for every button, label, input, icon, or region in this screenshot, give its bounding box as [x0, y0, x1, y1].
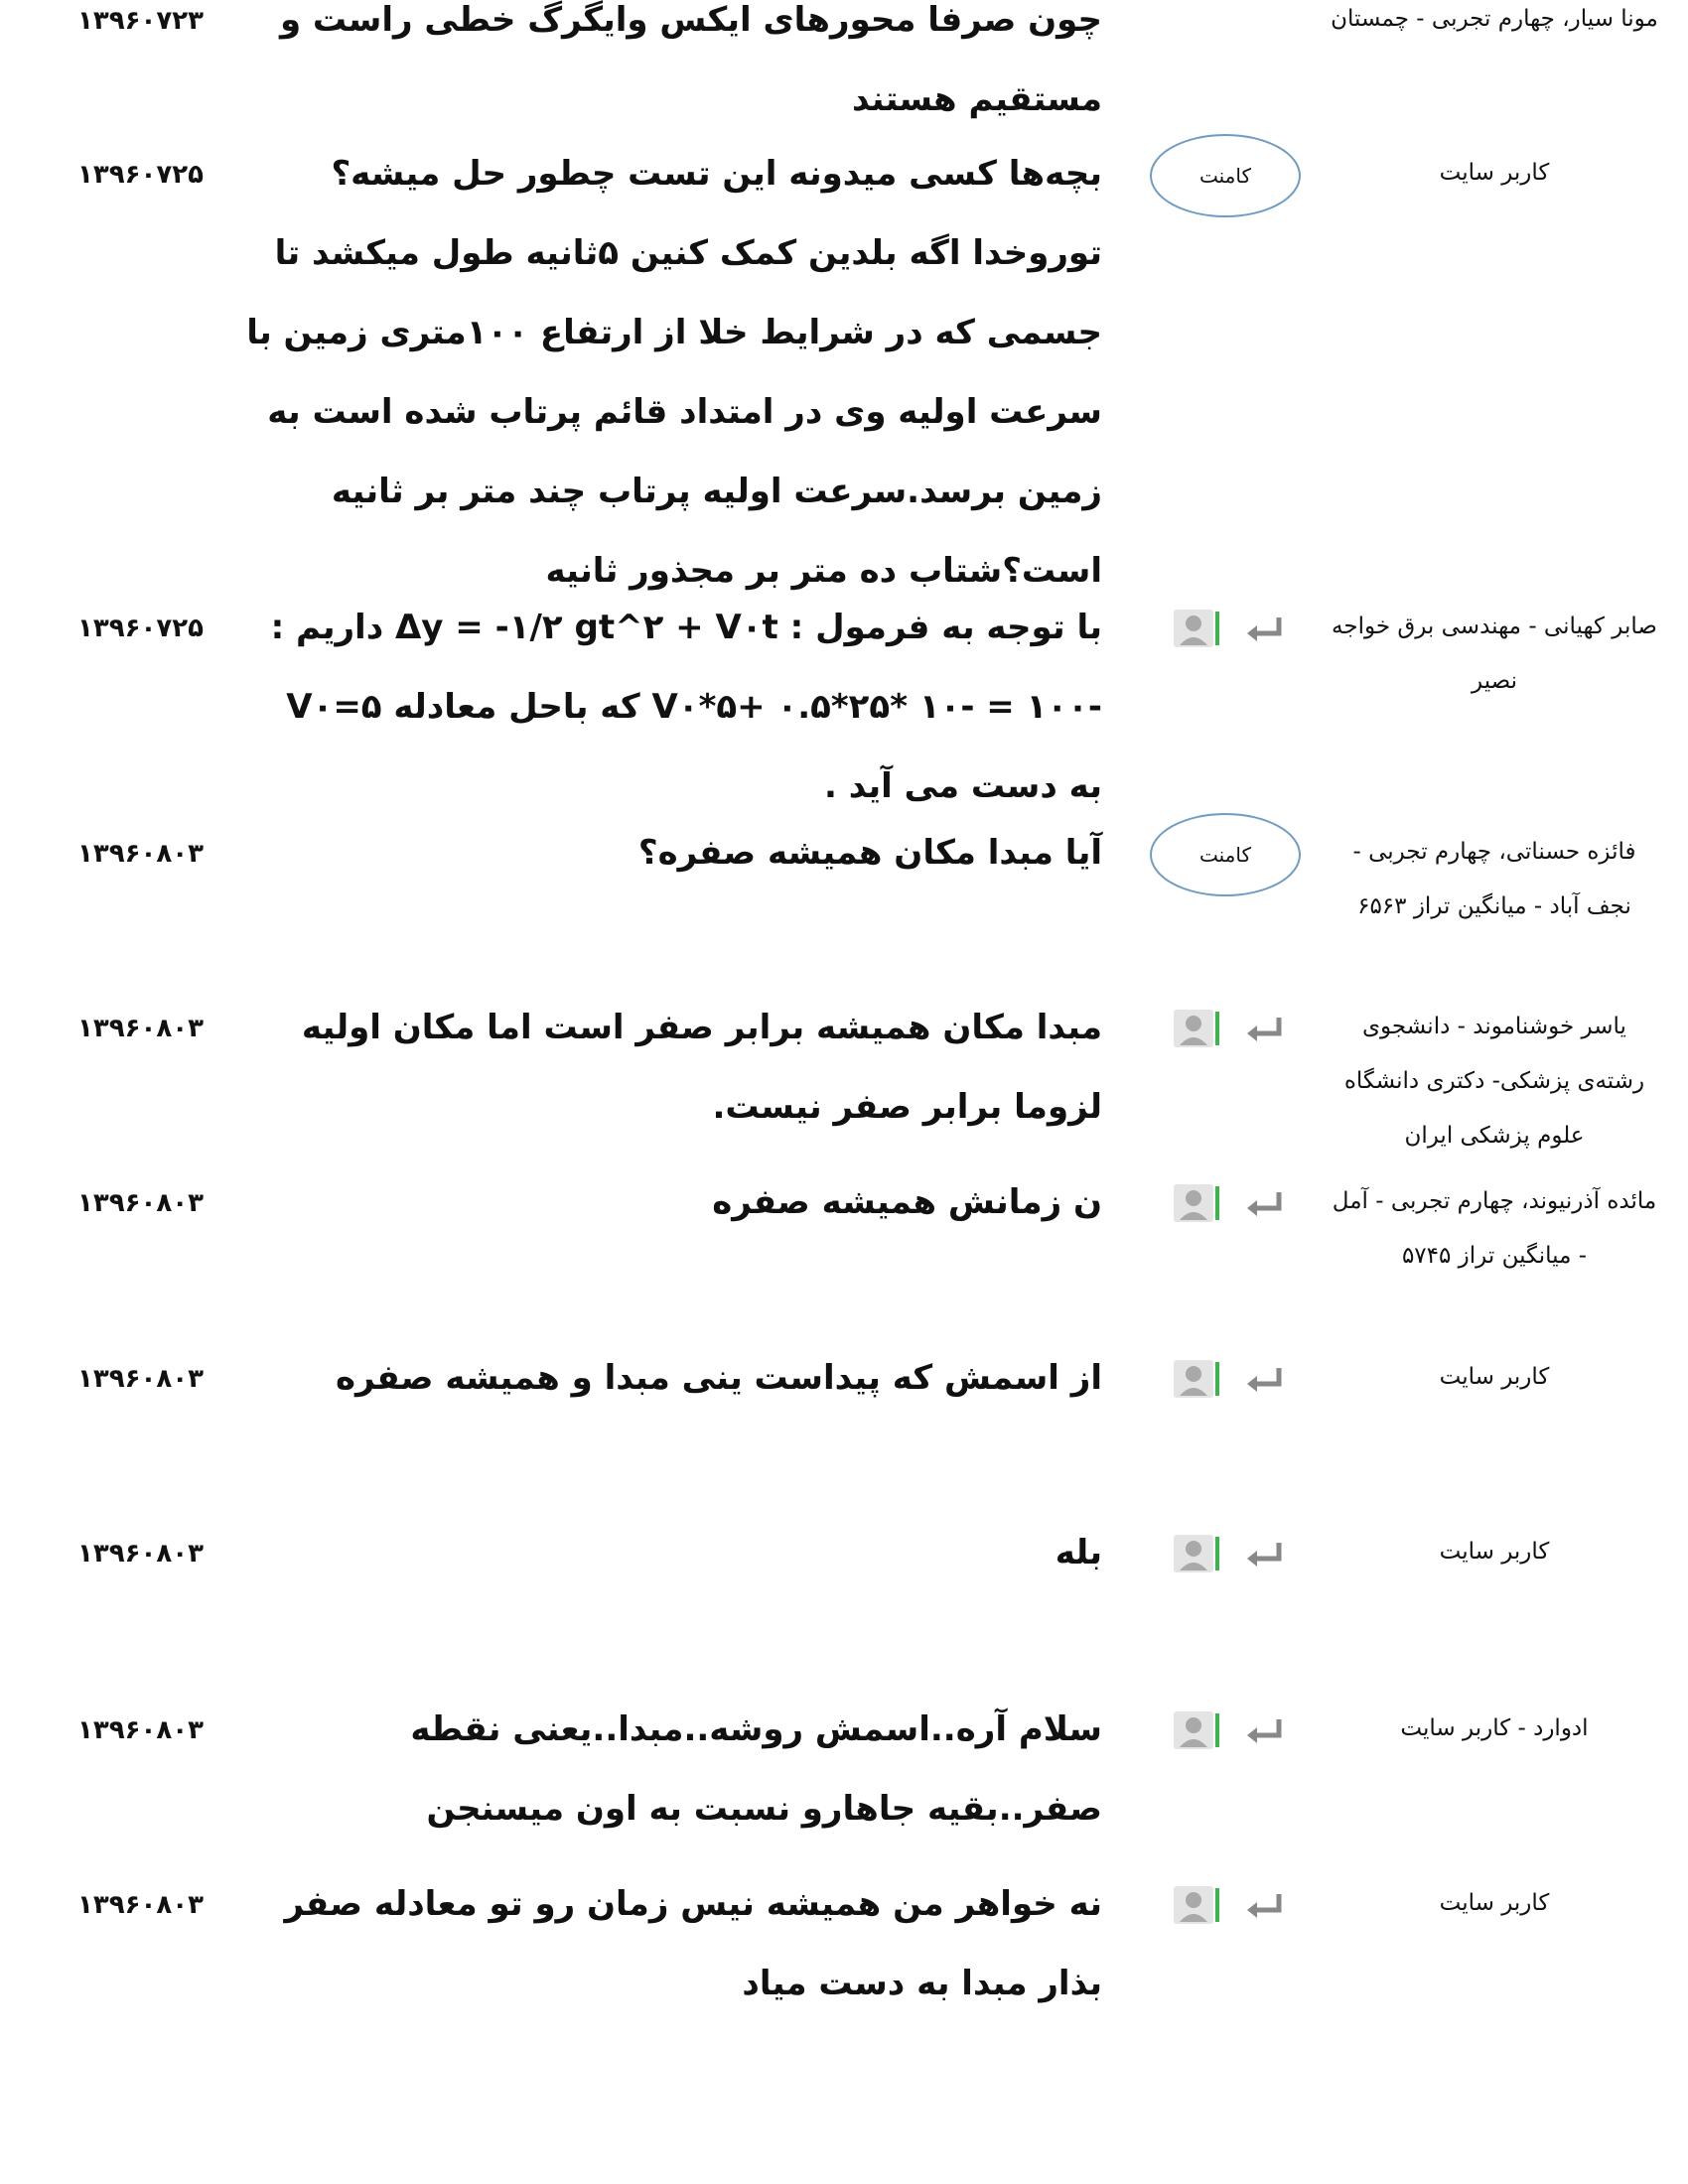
avatar-icon [1172, 1709, 1223, 1751]
avatar-icon [1172, 1008, 1223, 1049]
comment-author[interactable]: مائده آذرنیوند، چهارم تجربی - آمل - میانگین تراز ۵۷۴۵ [1332, 1188, 1657, 1269]
comment-date: ۱۳۹۶۰۸۰۳ [77, 1715, 204, 1745]
comment-text: از اسمش که پیداست ینی مبدا و همیشه صفره [335, 1358, 1102, 1398]
comment-date: ۱۳۹۶۰۸۰۳ [77, 1188, 204, 1218]
comment-author[interactable]: کاربر سایت [1439, 1539, 1550, 1565]
reply-arrow-icon[interactable] [1243, 1539, 1285, 1569]
comment-author[interactable]: فائزه حسناتی، چهارم تجربی - نجف آباد - میانگین تراز ۶۵۶۳ [1352, 839, 1636, 919]
comment-text: نه خواهر من همیشه نیس زمان رو تو معادله صفر بذار مبدا به دست میاد [284, 1884, 1102, 2003]
comment-text: ن زمانش همیشه صفره [712, 1182, 1102, 1222]
comment-date: ۱۳۹۶۰۷۲۳ [77, 6, 204, 36]
comment-date: ۱۳۹۶۰۸۰۳ [77, 1890, 204, 1920]
comment-author[interactable]: یاسر خوشناموند - دانشجوی رشته‌ی پزشکی- دکتری دانشگاه علوم پزشکی ایران [1343, 1014, 1645, 1149]
comment-text: چون صرفا محورهای ایکس وایگرگ خطی راست و مستقیم هستند [279, 0, 1102, 119]
comment-author[interactable]: کاربر سایت [1439, 1890, 1550, 1916]
reply-arrow-icon[interactable] [1243, 614, 1285, 643]
comment-date: ۱۳۹۶۰۸۰۳ [77, 1539, 204, 1569]
reply-arrow-icon[interactable] [1243, 1364, 1285, 1394]
comment-author[interactable]: مونا سیار، چهارم تجربی - چمستان [1331, 6, 1658, 32]
comment-badge[interactable]: کامنت [1150, 813, 1301, 896]
comment-text: با توجه به فرمول : Δy = -۱/۲ gt^۲ + V۰t داریم : -۱۰۰ = -۱۰ *۲۵*۰.۵ +V۰*۵ که باحل معادله V۰=۵ به دست می آید . [270, 608, 1102, 806]
reply-arrow-icon[interactable] [1243, 1188, 1285, 1218]
reply-arrow-icon[interactable] [1243, 1014, 1285, 1043]
comment-author[interactable]: صابر کهیانی - مهندسی برق خواجه نصیر [1332, 614, 1657, 694]
comment-date: ۱۳۹۶۰۷۲۵ [77, 160, 204, 190]
comment-author[interactable]: ادوارد - کاربر سایت [1400, 1715, 1589, 1741]
reply-arrow-icon[interactable] [1243, 1715, 1285, 1745]
comment-text: مبدا مکان همیشه برابر صفر است اما مکان اولیه لزوما برابر صفر نیست. [301, 1008, 1102, 1127]
comment-date: ۱۳۹۶۰۸۰۳ [77, 839, 204, 869]
avatar-icon [1172, 1358, 1223, 1400]
avatar-icon [1172, 1182, 1223, 1224]
avatar-icon [1172, 608, 1223, 649]
comment-author[interactable]: کاربر سایت [1439, 1364, 1550, 1390]
comment-text: بچه‌ها کسی میدونه این تست چطور حل میشه؟ توروخدا اگه بلدین کمک کنین ۵ثانیه طول میکشد تا جسمی که در شرایط خلا از ارتفاع ۱۰۰متری زمین با سرعت اولیه وی در امتداد قائم پرتاب شده است به زمین برسد.سرعت اولیه پرتاب چند متر بر ثانیه است؟شتاب ده متر بر مجذور ثانیه [246, 154, 1102, 591]
avatar-icon [1172, 1533, 1223, 1574]
comment-text: آیا مبدا مکان همیشه صفره؟ [637, 833, 1102, 873]
comment-text: بله [1055, 1533, 1102, 1572]
comment-author[interactable]: کاربر سایت [1439, 160, 1550, 186]
comment-badge[interactable]: کامنت [1150, 134, 1301, 217]
comment-date: ۱۳۹۶۰۸۰۳ [77, 1014, 204, 1043]
reply-arrow-icon[interactable] [1243, 1890, 1285, 1920]
avatar-icon [1172, 1884, 1223, 1926]
comment-date: ۱۳۹۶۰۷۲۵ [77, 614, 204, 643]
comment-date: ۱۳۹۶۰۸۰۳ [77, 1364, 204, 1394]
comment-text: سلام آره..اسمش روشه..مبدا..یعنی نقطه صفر..بقیه جاهارو نسبت به اون میسنجن [410, 1709, 1102, 1829]
